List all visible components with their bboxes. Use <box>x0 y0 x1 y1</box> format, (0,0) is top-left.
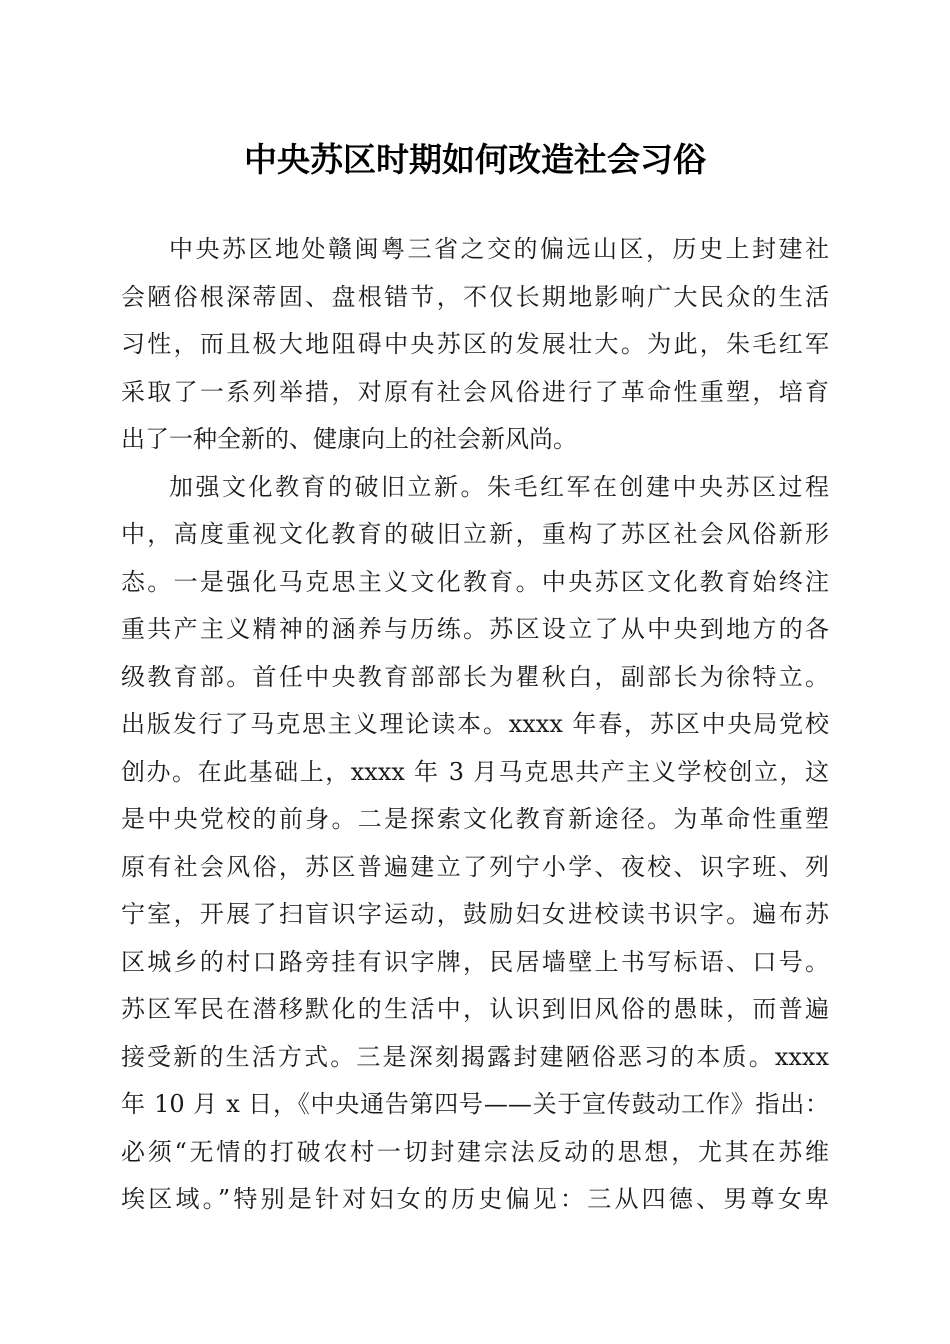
paragraph-2-line-14: 年 10 月 x 日，《中央通告第四号——关于宣传鼓动工作》指出： <box>121 1090 829 1118</box>
paragraph-2-line-5: 级教育部。首任中央教育部部长为瞿秋白，副部长为徐特立。 <box>121 662 829 691</box>
paragraph-2-line-10: 宁室，开展了扫盲识字运动，鼓励妇女进校读书识字。遍布苏 <box>121 900 829 928</box>
paragraph-1-line-3: 习性，而且极大地阻碍中央苏区的发展壮大。为此，朱毛红军 <box>121 330 829 358</box>
paragraph-2-line-7: 创办。在此基础上，xxxx 年 3 月马克思共产主义学校创立，这 <box>121 757 829 786</box>
paragraph-1-line-5: 出了一种全新的、健康向上的社会新风尚。 <box>121 425 577 453</box>
paragraph-2-line-8: 是中央党校的前身。二是探索文化教育新途径。为革命性重塑 <box>121 805 829 833</box>
paragraph-2-line-6: 出版发行了马克思主义理论读本。xxxx 年春，苏区中央局党校 <box>121 710 829 738</box>
paragraph-2-line-13: 接受新的生活方式。三是深刻揭露封建陋俗恶习的本质。xxxx <box>121 1042 829 1071</box>
paragraph-2-line-16: 埃区域。”特别是针对妇女的历史偏见：三从四德、男尊女卑 <box>121 1185 829 1213</box>
paragraph-2-line-4: 重共产主义精神的涵养与历练。苏区设立了从中央到地方的各 <box>121 615 829 643</box>
paragraph-2-line-2: 中，高度重视文化教育的破旧立新，重构了苏区社会风俗新形 <box>121 520 829 548</box>
paragraph-2-line-11: 区城乡的村口路旁挂有识字牌，民居墙壁上书写标语、口号。 <box>121 947 829 976</box>
paragraph-1-line-4: 采取了一系列举措，对原有社会风俗进行了革命性重塑，培育 <box>121 377 829 406</box>
paragraph-2-line-12: 苏区军民在潜移默化的生活中，认识到旧风俗的愚昧，而普遍 <box>121 995 829 1023</box>
document-body <box>121 226 829 1224</box>
paragraph-2-line-3: 态。一是强化马克思主义文化教育。中央苏区文化教育始终注 <box>121 567 829 596</box>
paragraph-2-line-9: 原有社会风俗，苏区普遍建立了列宁小学、夜校、识字班、列 <box>121 852 829 881</box>
paragraph-2-line-1: 加强文化教育的破旧立新。朱毛红军在创建中央苏区过程 <box>169 472 829 501</box>
paragraph-2-line-15: 必须“无情的打破农村一切封建宗法反动的思想，尤其在苏维 <box>121 1137 829 1166</box>
paragraph-1-line-1: 中央苏区地处赣闽粤三省之交的偏远山区，历史上封建社 <box>169 235 829 263</box>
paragraph-1-line-2: 会陋俗根深蒂固、盘根错节，不仅长期地影响广大民众的生活 <box>121 282 829 311</box>
document-title: 中央苏区时期如何改造社会习俗 <box>244 140 706 179</box>
